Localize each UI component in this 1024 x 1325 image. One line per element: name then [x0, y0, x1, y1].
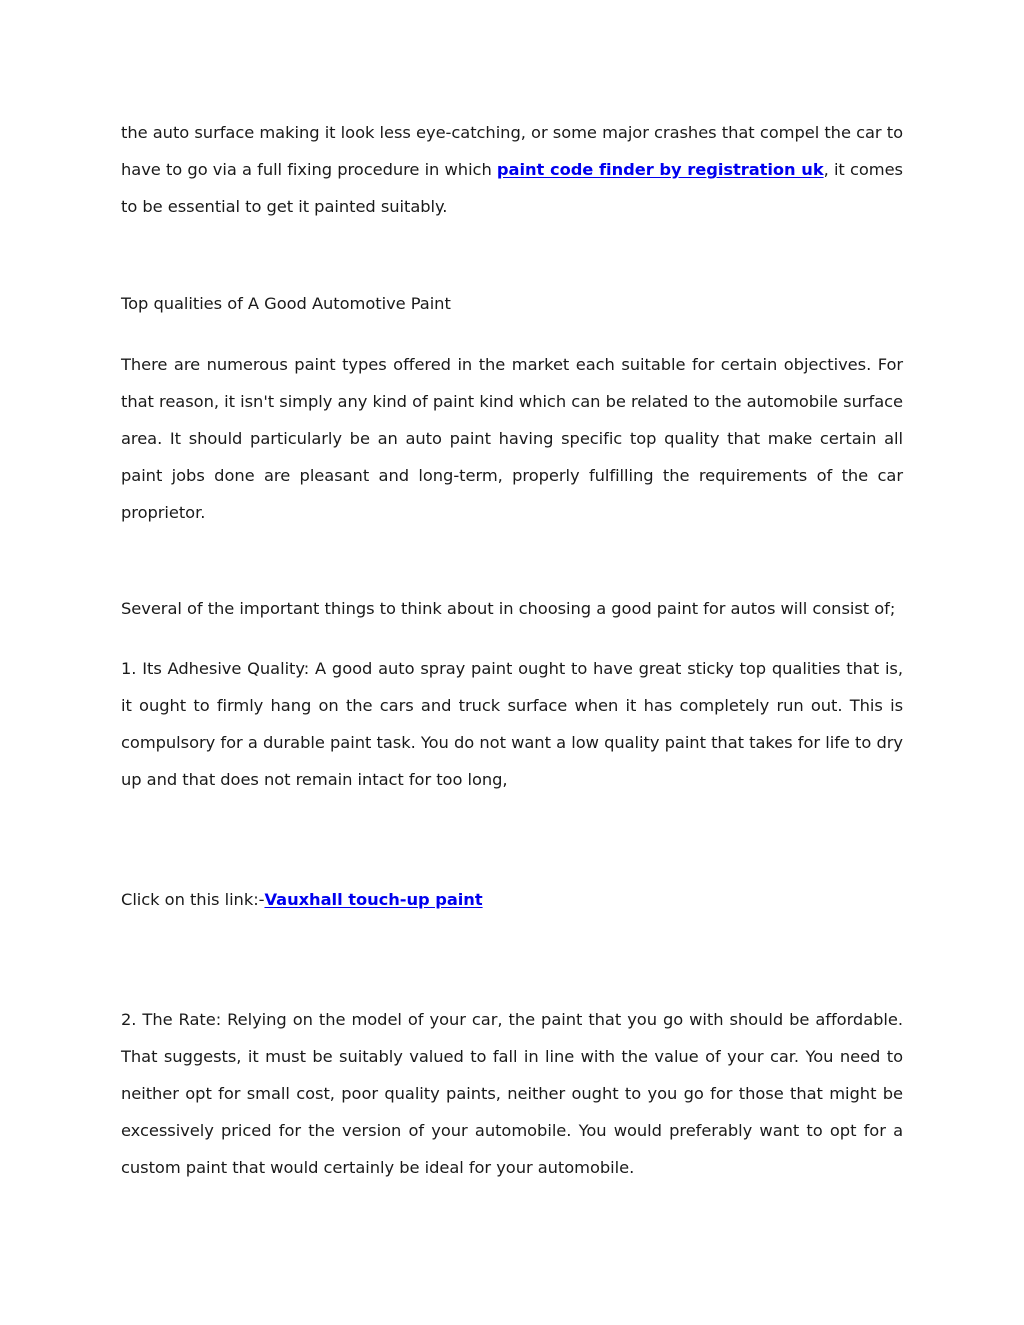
paragraph-rate: 2. The Rate: Relying on the model of your car, the paint that you go with should be affordable. That suggests, it must be suitably valued to fall in line with the value of your car. You need to neither opt for small cost, poor quality paints, neither ought to you go for those that might be excessively priced for the version of your automobile. You would preferably want to opt for a custom paint that would certainly be ideal for your automobile. — [121, 1010, 903, 1177]
vauxhall-touch-up-paint-link[interactable]: Vauxhall touch-up paint — [264, 890, 483, 909]
click-link-prefix: Click on this link:- — [121, 890, 265, 909]
paragraph-intro — [121, 114, 903, 225]
paragraph-paint-types: There are numerous paint types offered in the market each suitable for certain objectives. For that reason, it isn't simply any kind of paint kind which can be related to the automobile surface area. It should particularly be an auto paint having specific top quality that make certain all paint jobs done are pleasant and long-term, properly fulfilling the requirements of the car proprietor. — [121, 355, 903, 522]
section-heading: Top qualities of A Good Automotive Paint — [121, 294, 451, 313]
paragraph-intro-text-end: , it comes to be essential to get it painted suitably. — [121, 160, 903, 216]
paragraph-intro-text-start: the auto surface making it look less eye-catching, or some major crashes that compel the car to have to go via a full fixing procedure in which — [121, 123, 903, 179]
paint-code-finder-link[interactable]: paint code finder by registration uk — [496, 160, 824, 179]
paragraph-adhesive-quality: 1. Its Adhesive Quality: A good auto spray paint ought to have great sticky top qualities that is, it ought to firmly hang on the cars and truck surface when it has completely run out. This is compulsory for a durable paint task. You do not want a low quality paint that takes for life to dry up and that does not remain intact for too long, — [121, 659, 903, 789]
paragraph-click-link — [121, 881, 483, 918]
paragraph-considerations: Several of the important things to think about in choosing a good paint for autos will consist of; — [121, 599, 896, 618]
